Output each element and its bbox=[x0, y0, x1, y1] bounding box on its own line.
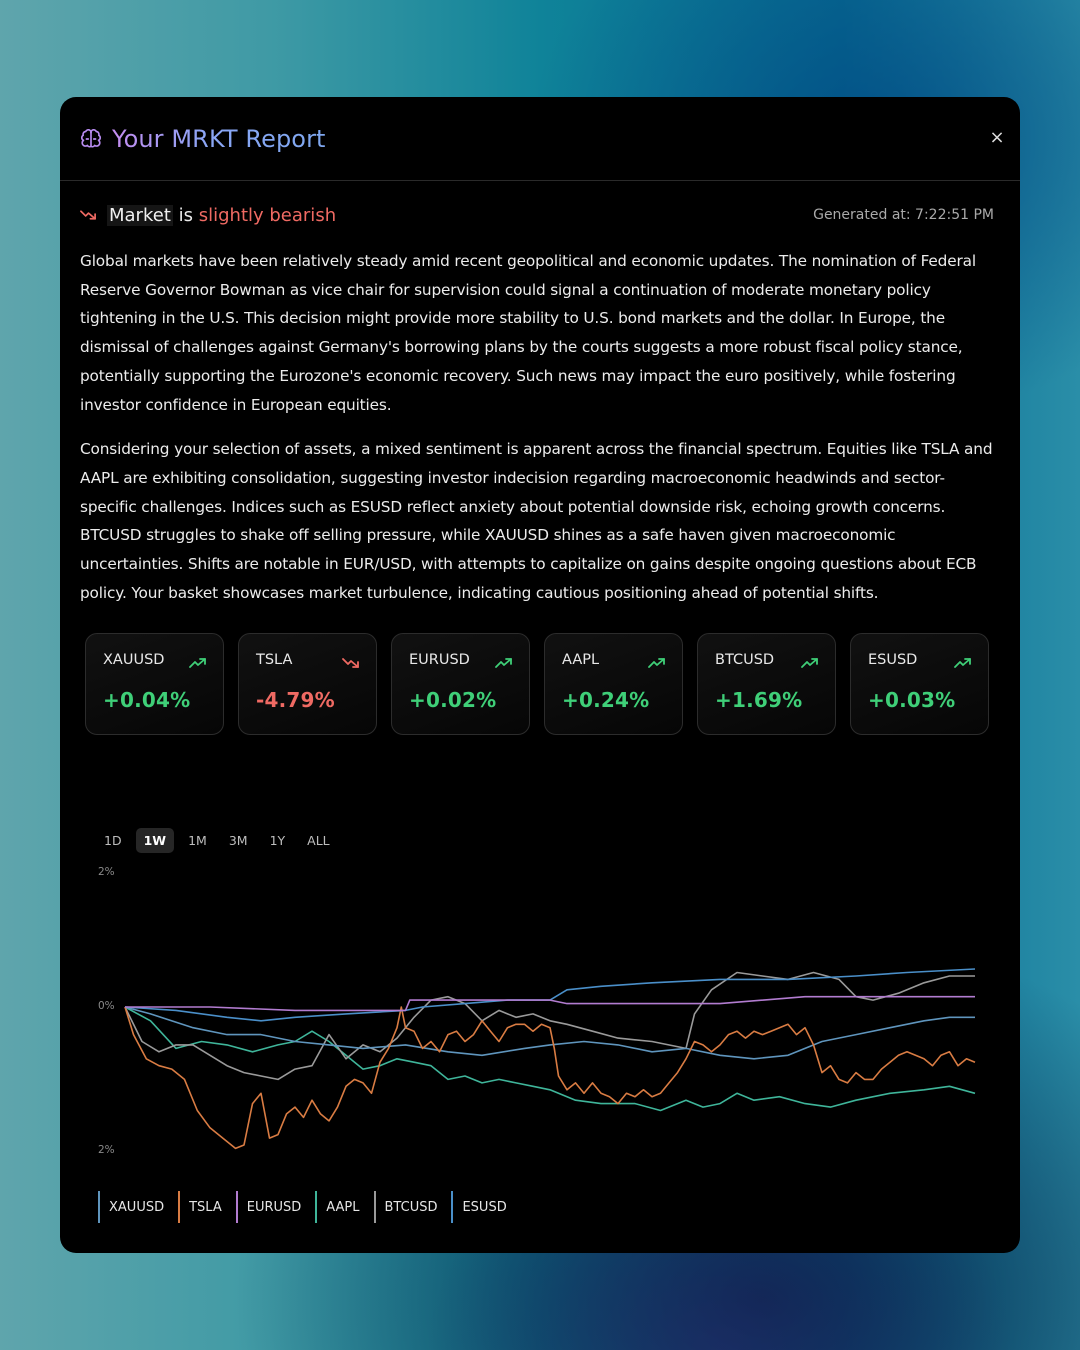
legend-item-esusd[interactable]: ESUSD bbox=[451, 1191, 520, 1223]
ticker-symbol: AAPL bbox=[562, 652, 600, 669]
ticker-symbol: BTCUSD bbox=[715, 652, 775, 669]
series-line-btcusd bbox=[125, 973, 975, 1080]
sentiment-mood: slightly bearish bbox=[198, 204, 337, 226]
legend-item-tsla[interactable]: TSLA bbox=[178, 1191, 236, 1223]
range-tab-1d[interactable]: 1D bbox=[104, 833, 122, 848]
legend-item-btcusd[interactable]: BTCUSD bbox=[374, 1191, 452, 1223]
ticker-card-eurusd[interactable] bbox=[391, 633, 530, 735]
report-modal bbox=[60, 97, 1020, 1253]
trend-up-icon bbox=[495, 654, 513, 666]
trend-up-icon bbox=[801, 654, 819, 666]
y-tick-label: 0% bbox=[98, 1000, 115, 1012]
ticker-change: +0.24% bbox=[562, 688, 650, 713]
ticker-card-xauusd[interactable] bbox=[85, 633, 224, 735]
ticker-change: +0.03% bbox=[868, 688, 956, 713]
range-tab-1w[interactable]: 1W bbox=[136, 828, 175, 853]
series-line-esusd bbox=[125, 969, 975, 1021]
legend-item-aapl[interactable]: AAPL bbox=[315, 1191, 373, 1223]
ticker-change: +0.04% bbox=[103, 688, 191, 713]
ticker-card-tsla[interactable] bbox=[238, 633, 377, 735]
legend-item-eurusd[interactable]: EURUSD bbox=[236, 1191, 316, 1223]
series-line-tsla bbox=[125, 1007, 975, 1148]
ticker-symbol: EURUSD bbox=[409, 652, 470, 669]
ticker-symbol: TSLA bbox=[256, 652, 293, 669]
y-tick-label: 2% bbox=[98, 1144, 115, 1156]
trend-up-icon bbox=[189, 654, 207, 666]
range-tabs bbox=[96, 828, 338, 853]
trend-down-icon bbox=[80, 205, 97, 226]
ticker-change: +1.69% bbox=[715, 688, 803, 713]
summary-paragraph-2: Considering your selection of assets, a mixed sentiment is apparent across the financial spectrum. Equities like TSLA and AAPL are exhibiting consolidation, suggesting investor indecision regarding macroeconomic headwinds and sector-specific challenges. Indices such as ESUSD reflect anxiety about potential downside risk, echoing growth concerns. BTCUSD struggles to shake off selling pressure, while XAUUSD shines as a safe haven given macroeconomic uncertainties. Shifts are notable in EUR/USD, with attempts to capitalize on gains despite ongoing questions about ECB policy. Your basket showcases market turbulence, indicating cautious positioning ahead of potential shifts. bbox=[80, 440, 993, 602]
trend-up-icon bbox=[648, 654, 666, 666]
range-tab-all[interactable]: ALL bbox=[307, 833, 330, 848]
range-tab-1y[interactable]: 1Y bbox=[269, 833, 286, 848]
ticker-change: +0.02% bbox=[409, 688, 497, 713]
trend-down-icon bbox=[342, 654, 360, 666]
series-line-eurusd bbox=[125, 997, 975, 1011]
ticker-cards bbox=[80, 633, 994, 735]
ticker-card-esusd[interactable] bbox=[850, 633, 989, 735]
title-wrap bbox=[80, 125, 326, 153]
trend-up-icon bbox=[954, 654, 972, 666]
brain-icon bbox=[80, 128, 102, 150]
modal-header bbox=[60, 97, 1020, 181]
chart-plot-area[interactable] bbox=[60, 857, 1020, 1197]
ticker-change: -4.79% bbox=[256, 688, 335, 713]
performance-chart bbox=[60, 857, 1020, 1197]
generated-timestamp: Generated at: 7:22:51 PM bbox=[813, 207, 994, 223]
market-sentiment bbox=[80, 205, 336, 226]
sentiment-row bbox=[80, 203, 994, 227]
y-tick-label: 2% bbox=[98, 866, 115, 878]
sentiment-prefix: Market bbox=[109, 204, 171, 226]
report-content bbox=[60, 181, 1020, 735]
series-line-aapl bbox=[125, 1007, 975, 1111]
summary-paragraph-1: Global markets have been relatively steady amid recent geopolitical and economic updates. The nomination of Federal Reserve Governor Bowman as vice chair for supervision could signal a continuation of moderate monetary policy tightening in the U.S. This decision might provide more stability to U.S. bond markets and the dollar. In Europe, the dismissal of challenges against Germany's borrowing plans by the courts suggests a more robust fiscal policy stance, potentially supporting the Eurozone's economic recovery. Such news may impact the euro positively, while fostering investor confidence in European equities. bbox=[80, 252, 976, 414]
chart-legend bbox=[98, 1191, 521, 1223]
legend-item-xauusd[interactable]: XAUUSD bbox=[98, 1191, 178, 1223]
close-button[interactable]: × bbox=[989, 127, 1005, 148]
sentiment-middle: is bbox=[178, 204, 193, 226]
ticker-symbol: XAUUSD bbox=[103, 652, 165, 669]
ticker-symbol: ESUSD bbox=[868, 652, 918, 669]
range-tab-3m[interactable]: 3M bbox=[228, 833, 248, 848]
modal-title: Your MRKT Report bbox=[112, 124, 326, 153]
range-tab-1m[interactable]: 1M bbox=[188, 833, 207, 848]
ticker-card-aapl[interactable] bbox=[544, 633, 683, 735]
ticker-card-btcusd[interactable] bbox=[697, 633, 836, 735]
